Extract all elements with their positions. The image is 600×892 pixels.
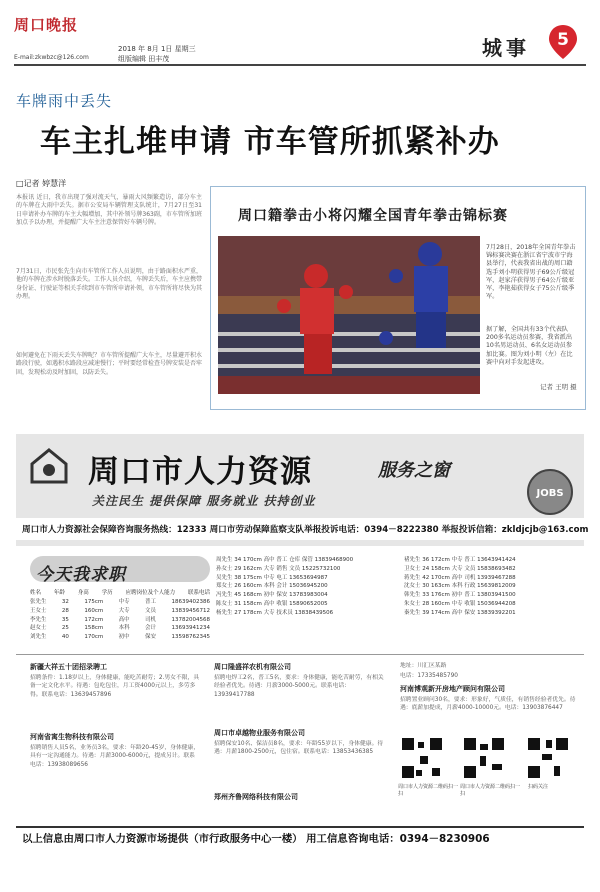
header-height: 身高	[77, 590, 89, 596]
list-item: 孙女士 29 162cm 大专 销售 文员 15225732100	[216, 565, 341, 572]
cell: 25	[61, 625, 69, 632]
cell: 王女士	[30, 607, 47, 614]
cell: 司机	[145, 616, 157, 623]
jobs-badge-text: JOBS	[536, 488, 564, 499]
table-row	[30, 616, 210, 625]
ads-divider	[16, 654, 584, 655]
boxing-text-2: 据了解，全国共有33个代表队200多名运动员参赛，我省派出10名男运动员、6名女运动员参加比赛。图为刘小明（左）在比赛中向对手发起进攻。	[486, 326, 573, 366]
job-table-header	[30, 588, 210, 596]
cell: 13598762345	[171, 634, 210, 641]
ad-2-title: 河南省寓生物科技有限公司	[30, 733, 114, 741]
article-paragraph-1: 本报讯 近日，我市出现了强对流天气，暴雨大风频繁造访，部分车主的车牌在大雨中丢失。据市公安局车辆管理支队统计，7月27日至31日申请补办车牌的车主大幅增加，其中补领号牌363副，市车管所加班加点予以办理，并提醒广大车主注意保管好车辆号牌。	[16, 194, 202, 227]
list-item: 卫女士 24 158cm 大专 文员 15838693482	[404, 565, 516, 572]
list-item: 吴先生 38 175cm 中专 电工 13653694987	[216, 574, 328, 581]
ad-2-text: 招聘销售人员5名，业务员3名，要求：年龄20-45岁，身体健康，具有一定沟通能力。待遇：月薪3000-6000元，提成另计。联系电话：13938089656	[30, 745, 200, 768]
section-title: 城事	[482, 36, 530, 60]
editor-credit: 组版编辑 田丰茂	[118, 55, 170, 63]
cell: 32	[61, 599, 69, 605]
list-item: 褚先生 36 172cm 中专 普工 13643941424	[404, 557, 516, 563]
cell: 普工	[145, 599, 157, 605]
table-row	[30, 598, 210, 607]
qr-caption-1: 周口市人力资源二维码扫一扫	[398, 784, 459, 797]
hr-logo-icon	[28, 446, 70, 486]
article-paragraph-2: 7月31日，市民张先生向市车管所工作人员说明，由于路面积水严重，他的车牌在涉水时脱落丢失。工作人员介绍，车牌丢失后，车主应携带身份证、行驶证等相关手续到市车管所申请补领，市车管所将尽快为其办理。	[16, 268, 203, 301]
boxing-text-1: 7月28日，2018年全国青年拳击锦标赛决赛在浙江省宁波市宁海县举行，代表我省出战的周口籍选手刘小明获得男子69公斤级冠军，赵家洋获得男子64公斤级亚军，李艳茹获得女子75公斤级季军。	[486, 244, 576, 301]
cell: 赵女士	[30, 625, 47, 632]
ad-7-title: 河南博观新开房地产顾问有限公司	[400, 685, 505, 693]
list-item: 周先生 34 170cm 高中 普工 仓库 保管 13839468900	[216, 557, 354, 563]
cell: 文员	[145, 607, 157, 614]
table-row	[30, 624, 210, 633]
jobs-badge-icon	[526, 468, 574, 516]
ad-4-title: 周口市卓越物业服务有限公司	[214, 729, 305, 737]
cell: 172cm	[84, 616, 104, 623]
article-byline: □记者 婷慧洋	[16, 179, 67, 188]
list-item: 冯先生 45 168cm 初中 保安 13783983004	[216, 592, 328, 599]
cell: 13782004568	[171, 616, 210, 623]
job-list-column-3	[404, 556, 584, 618]
cell: 本科	[118, 625, 130, 632]
job-section-title: 今天我求职	[36, 565, 126, 585]
qr-caption-3: 扫码关注	[528, 784, 549, 790]
ad-4-text: 招聘保安10名、保洁员8名，要求：年龄55岁以下，身体健康。待遇：月薪1800-2500元，包住宿。联系电话：13853436385	[214, 741, 384, 756]
header-phone: 联系电话	[187, 590, 210, 596]
table-row	[30, 607, 210, 616]
issue-date: 2018 年 8月 1日 星期三	[118, 45, 196, 53]
cell: 初中	[118, 634, 130, 641]
ad-1-text: 招聘条件：1.18岁以上，身体健康，能吃苦耐劳；2.男女不限，具备一定文化水平。待遇：包吃包住，月工资4000元以上，多劳多得。联系电话：13639457896	[30, 675, 200, 698]
qr-code-2	[462, 736, 506, 780]
article-kicker: 车牌雨中丢失	[16, 92, 113, 110]
ad-1-title: 新疆大祥五十团招录聘工	[30, 663, 107, 671]
job-list-column-2	[216, 556, 400, 618]
list-item: 郑女士 26 160cm 本科 会计 15036945200	[216, 583, 328, 590]
cell: 35	[61, 616, 69, 623]
hotline-text: 周口市人力资源社会保障咨询服务热线：12333 周口市劳动保障监察支队举报投诉电话：0394－8222380 举报投诉信箱：zkldjcjb@163.com	[22, 525, 589, 535]
cell: 大专	[118, 607, 130, 614]
cell: 158cm	[84, 625, 104, 632]
list-item: 韩先生 33 176cm 初中 普工 13803941500	[404, 592, 516, 599]
cell: 保安	[145, 634, 157, 641]
masthead-email: E-mail:zkwbzc@126.com	[14, 54, 89, 61]
page-number: 5	[557, 30, 569, 50]
hr-banner-title: 周口市人力资源	[88, 454, 312, 490]
ad-6-phone: 电话：17335485790	[400, 673, 458, 679]
cell: 13693941234	[171, 625, 210, 632]
header-position: 应聘岗位及个人能力	[125, 590, 176, 596]
qr-code-1	[400, 736, 444, 780]
cell: 40	[61, 634, 69, 641]
article-headline: 车主扎堆申请 市车管所抓紧补办	[40, 124, 500, 160]
cell: 会计	[145, 625, 157, 632]
newspaper-logo: 周口晚报	[14, 16, 79, 34]
cell: 13839456712	[171, 607, 210, 614]
article-paragraph-3: 如何避免在下雨天丢失车牌呢？市车管所提醒广大车主，尽量避开积水路段行驶，如遇积水路段应减速慢行；平时要经常检查号牌安装是否牢固，发现松动及时加固，以防丢失。	[16, 352, 203, 376]
cell: 170cm	[84, 634, 104, 641]
job-table-body	[30, 598, 210, 642]
cell: 高中	[118, 616, 130, 623]
cell: 李先生	[30, 616, 47, 623]
boxing-title: 周口籍拳击小将闪耀全国青年拳击锦标赛	[238, 208, 508, 224]
ad-6-address: 地址：川汇区某路	[400, 663, 447, 669]
list-item: 朱女士 28 160cm 中专 收银 15036944208	[404, 600, 516, 607]
cell: 18639402386	[171, 599, 210, 605]
hr-banner-subtitle: 服务之窗	[378, 460, 450, 481]
list-item: 蒋先生 42 170cm 高中 司机 13939467288	[404, 574, 516, 581]
boxing-photo	[218, 236, 480, 394]
cell: 160cm	[84, 607, 104, 614]
qr-caption-2: 周口市人力资源二维码扫一扫	[460, 784, 521, 797]
ad-3-text: 招聘电焊工2名，普工5名，要求：身体健康，能吃苦耐劳，有相关经验者优先。待遇：月薪3000-5000元。联系电话：13939417788	[214, 675, 384, 698]
ad-7-text: 招聘置业顾问30名，要求：形象好，气质佳，有销售经验者优先。待遇：底薪加提成，月薪4000-10000元。电话：13903876447	[400, 697, 576, 712]
cell: 28	[61, 607, 69, 614]
qr-code-3	[526, 736, 570, 780]
hr-banner-slogan: 关注民生 提供保障 服务就业 扶持创业	[92, 494, 316, 508]
header-age: 年龄	[53, 590, 65, 596]
header-name: 姓名	[30, 590, 42, 596]
footer-text: 以上信息由周口市人力资源市场提供（市行政服务中心一楼） 用工信息咨询电话：0394－8230906	[22, 833, 490, 845]
ad-3-title: 周口隆盛祥农机有限公司	[214, 663, 291, 671]
cell: 175cm	[84, 599, 104, 605]
ad-5-title: 郑州齐鲁网络科技有限公司	[214, 793, 298, 801]
header-edu: 学历	[101, 590, 113, 596]
boxing-author: 记者 王明 摄	[540, 383, 577, 391]
list-item: 秦先生 39 174cm 高中 保安 13839392201	[404, 609, 516, 616]
masthead-divider	[14, 64, 586, 66]
masthead	[0, 0, 600, 70]
list-item: 杨先生 27 178cm 大专 技术员 13838439506	[216, 609, 334, 616]
list-item: 沈女士 30 163cm 本科 行政 15639812009	[404, 583, 516, 590]
cell: 张先生	[30, 599, 47, 605]
table-row	[30, 633, 210, 642]
cell: 中专	[118, 599, 130, 605]
cell: 刘先生	[30, 634, 47, 641]
list-item: 陈女士 31 158cm 高中 收银 15890652005	[216, 600, 328, 607]
